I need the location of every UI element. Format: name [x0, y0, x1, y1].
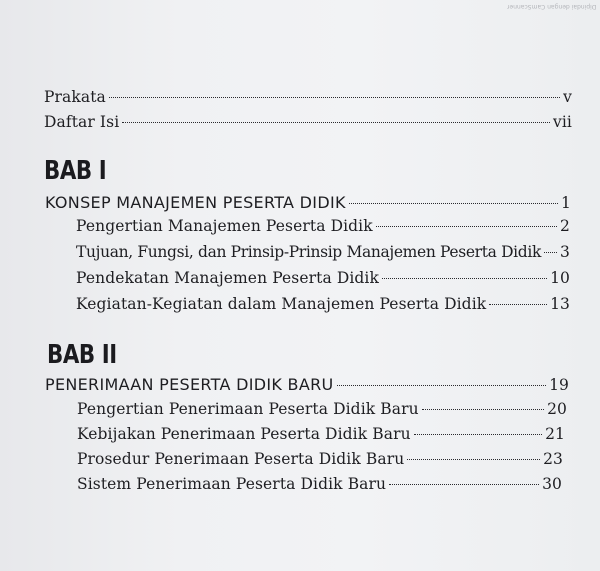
toc-entry-2-1[interactable] — [77, 400, 567, 418]
toc-entry-label: Sistem Penerimaan Peserta Didik Baru — [77, 475, 387, 493]
dot-leader — [414, 434, 542, 435]
toc-entry-label: Pendekatan Manajemen Peserta Didik — [76, 269, 379, 287]
toc-page-number: v — [563, 88, 572, 106]
toc-entry-label: Tujuan, Fungsi, dan Prinsip-Prinsip Manajemen Peserta Didik — [76, 243, 541, 261]
toc-page-number: vii — [553, 113, 572, 131]
toc-entry-label: Daftar Isi — [44, 113, 120, 131]
toc-entry-label: Prosedur Penerimaan Peserta Didik Baru — [77, 450, 405, 468]
toc-page-number: 19 — [549, 376, 569, 394]
toc-entry-2-2[interactable] — [77, 425, 565, 443]
dot-leader — [544, 252, 557, 253]
dot-leader — [382, 278, 547, 279]
dot-leader — [122, 122, 550, 123]
toc-entry-prakata[interactable] — [44, 88, 572, 106]
toc-entry-1-1[interactable] — [76, 217, 570, 235]
toc-chapter-1-title[interactable] — [45, 193, 571, 212]
dot-leader — [407, 459, 540, 460]
toc-page-number: 1 — [561, 194, 571, 212]
dot-leader — [109, 97, 560, 98]
toc-entry-label: Pengertian Manajemen Peserta Didik — [76, 217, 373, 235]
dot-leader — [376, 226, 557, 227]
toc-chapter-label: KONSEP MANAJEMEN PESERTA DIDIK — [45, 193, 346, 212]
dot-leader — [337, 385, 547, 386]
toc-chapter-label: PENERIMAAN PESERTA DIDIK BARU — [45, 375, 334, 394]
toc-page-number: 10 — [550, 269, 570, 287]
dot-leader — [489, 304, 547, 305]
toc-entry-1-2[interactable] — [76, 243, 570, 261]
toc-entry-label: Kegiatan-Kegiatan dalam Manajemen Peserta Didik — [76, 295, 487, 313]
chapter-heading-bab-1: BAB I — [44, 156, 107, 186]
dot-leader — [389, 484, 539, 485]
toc-entry-1-4[interactable] — [76, 295, 570, 313]
toc-page-number: 3 — [560, 243, 570, 261]
toc-entry-label: Kebijakan Penerimaan Peserta Didik Baru — [77, 425, 411, 443]
toc-chapter-2-title[interactable] — [45, 375, 569, 394]
dot-leader — [422, 409, 544, 410]
toc-page-number: 20 — [547, 400, 567, 418]
toc-entry-2-3[interactable] — [77, 450, 563, 468]
toc-page-number: 2 — [560, 217, 570, 235]
dot-leader — [349, 203, 558, 204]
chapter-heading-bab-2: BAB II — [47, 340, 117, 370]
toc-page-number: 21 — [545, 425, 565, 443]
toc-entry-daftar-isi[interactable] — [44, 113, 572, 131]
toc-entry-1-3[interactable] — [76, 269, 570, 287]
toc-entry-2-4[interactable] — [77, 475, 562, 493]
toc-entry-label: Prakata — [44, 88, 106, 106]
toc-page-number: 13 — [550, 295, 570, 313]
scanner-watermark: Dipindai dengan CamScanner — [506, 3, 596, 10]
toc-entry-label: Pengertian Penerimaan Peserta Didik Baru — [77, 400, 419, 418]
toc-page-number: 23 — [543, 450, 563, 468]
toc-page-number: 30 — [542, 475, 562, 493]
